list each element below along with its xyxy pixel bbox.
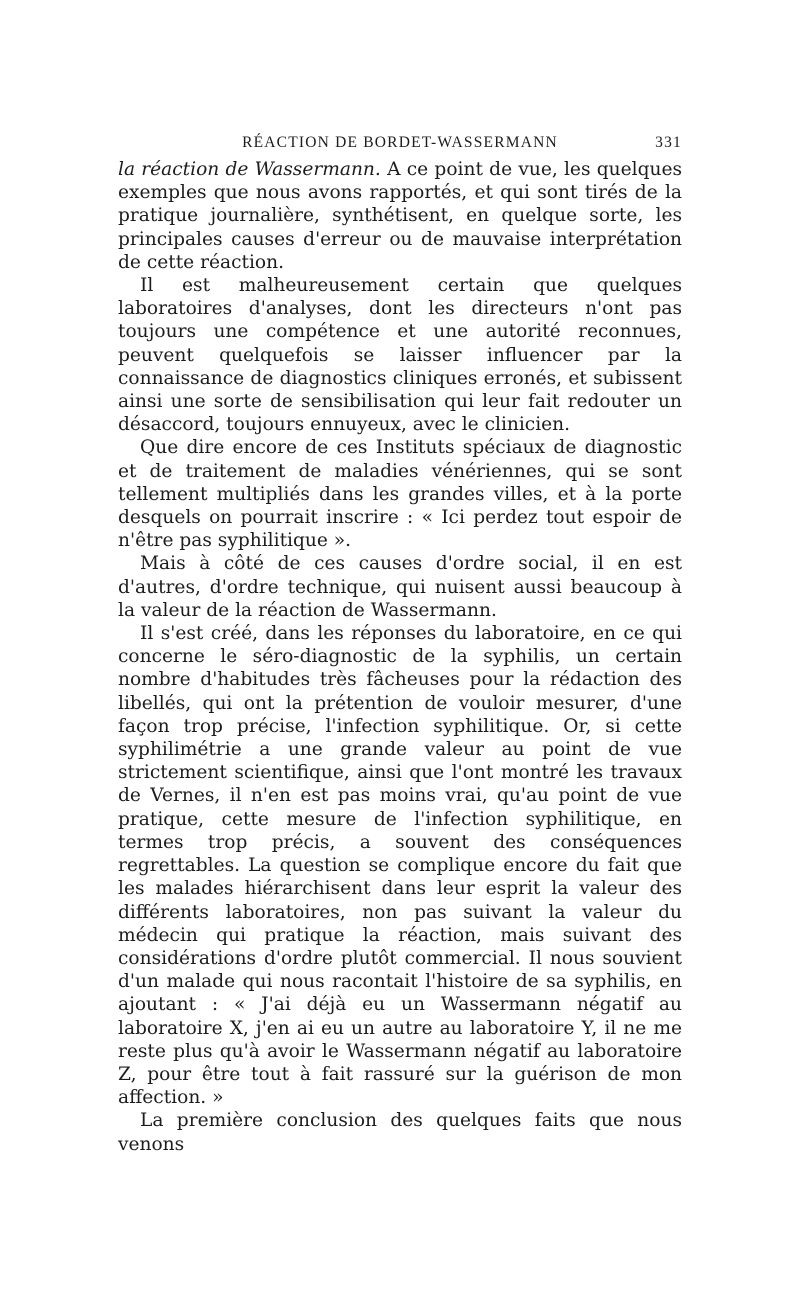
paragraph: Que dire encore de ces Instituts spéciaux de diagnostic et de traitement de maladies vénériennes, qui se sont tellement multipliés dans les grandes villes, et à la porte desquels on pourrait inscrire : « Ici perdez tout espoir de n'être pas syphilitique ». [118, 437, 682, 552]
paragraph: Il est malheureusement certain que quelques laboratoires d'analyses, dont les directeurs n'ont pas toujours une compétence et une autorité reconnues, peuvent quelquefois se laisser influencer par la connaissance de diagnostics cliniques erronés, et subissent ainsi une sorte de sensibilisation qui leur fait redouter un désaccord, toujours ennuyeux, avec le clinicien. [118, 275, 682, 436]
running-title: RÉACTION DE BORDET-WASSERMANN [242, 134, 558, 151]
italic-lead: la réaction de Wassermann. [118, 159, 381, 180]
paragraph: Il s'est créé, dans les réponses du laboratoire, en ce qui concerne le séro-diagnostic de la syphilis, un certain nombre d'habitudes très fâcheuses pour la rédaction des libellés, qui ont la prétention de vouloir mesurer, d'une façon trop précise, l'infection syphilitique. Or, si cette syphilimétrie a une grande valeur au point de vue strictement scientifique, ainsi que l'ont montré les travaux de Vernes, il n'en est pas moins vrai, qu'au point de vue pratique, cette mesure de l'infection syphilitique, en termes trop précis, a souvent des conséquences regrettables. La question se complique encore du fait que les malades hiérarchisent dans leur esprit la valeur des différents laboratoires, non pas suivant la valeur du médecin qui pratique la réaction, mais suivant des considérations d'ordre plutôt commercial. Il nous souvient d'un malade qui nous racontait l'histoire de sa syphilis, en ajoutant : « J'ai déjà eu un Wassermann négatif au laboratoire X, j'en ai eu un autre au laboratoire Y, il ne me reste plus qu'à avoir le Wassermann négatif au laboratoire Z, pour être tout à fait rassuré sur la guérison de mon affection. » [118, 623, 682, 1109]
paragraph: Mais à côté de ces causes d'ordre social, il en est d'autres, d'ordre technique, qui nuisent aussi beaucoup à la valeur de la réaction de Wassermann. [118, 553, 682, 621]
paragraph: La première conclusion des quelques faits que nous venons [118, 1110, 682, 1155]
book-page [118, 130, 682, 1156]
paragraph [118, 158, 682, 274]
running-head [118, 130, 682, 158]
body-text [118, 158, 682, 1156]
page-number: 331 [655, 134, 682, 151]
paragraph-text: A ce point de vue, les quelques exemples que nous avons rapportés, et qui sont tirés de la pratique journalière, synthétisent, en quelque sorte, les principales causes d'erreur ou de mauvaise interprétation de cette réaction. [118, 159, 682, 273]
